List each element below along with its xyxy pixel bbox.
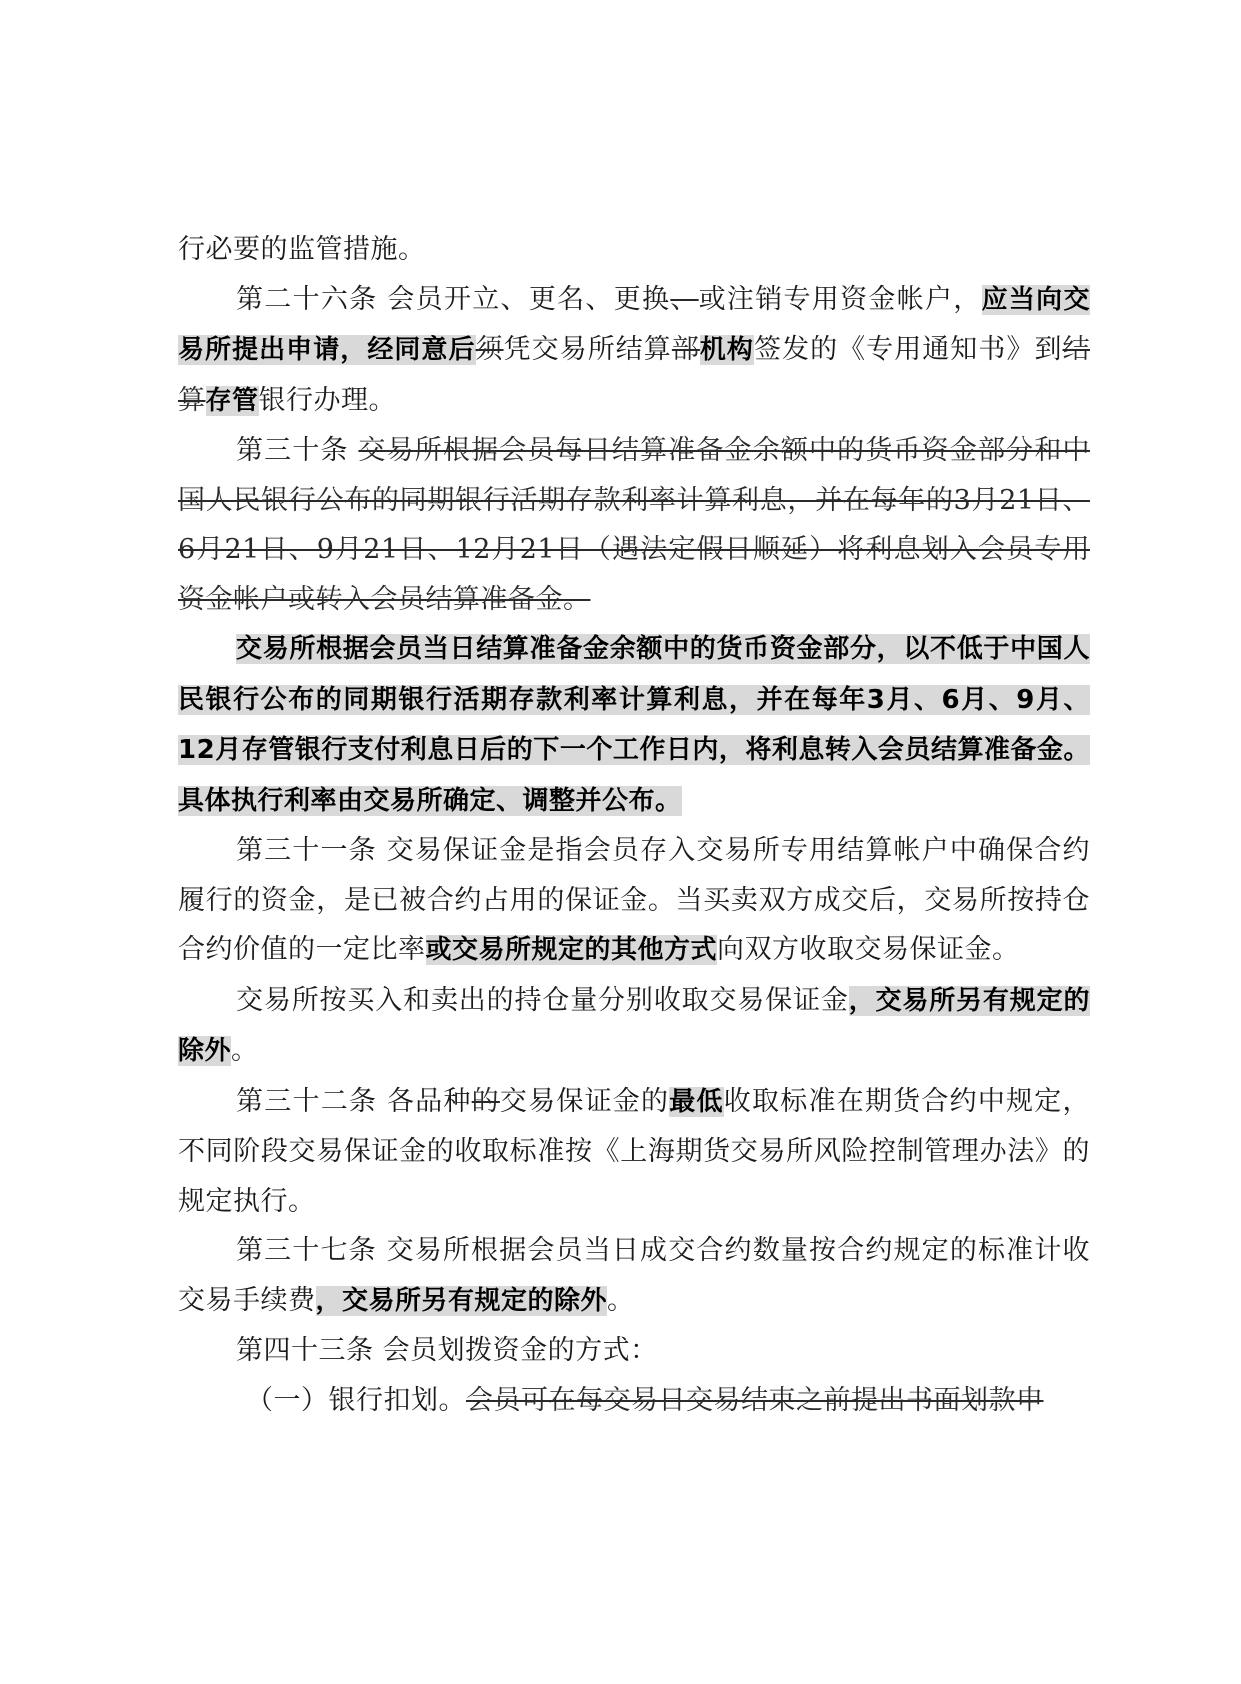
text-segment: 第四十三条 会员划拨资金的方式： xyxy=(236,1335,658,1366)
deleted-text: 须 xyxy=(475,334,504,365)
text-segment: （一）银行扣划。 xyxy=(246,1384,466,1416)
deleted-text: 、 xyxy=(670,283,699,315)
paragraph xyxy=(178,1376,1090,1426)
paragraph xyxy=(178,275,1090,427)
paragraph xyxy=(178,1226,1090,1326)
inserted-text: 应当向交易所提出申请，经同意后 xyxy=(178,284,1090,365)
text-segment: 或注销专用资金帐户， xyxy=(698,283,982,315)
paragraph xyxy=(178,1077,1090,1227)
paragraph xyxy=(178,624,1090,826)
inserted-text: 或交易所规定的其他方式 xyxy=(425,935,718,965)
paragraph xyxy=(178,976,1090,1077)
text-segment: 向双方收取交易保证金。 xyxy=(717,934,1020,965)
inserted-text: 机构 xyxy=(699,335,754,365)
text-segment: 银行办理。 xyxy=(258,384,397,416)
inserted-text: 交易所根据会员当日结算准备金余额中的货币资金部分，以不低于中国人民银行公布的同期银行活期存款利率计算利息，并在每年3月、6月、9月、12月存管银行支付利息日后的下一个工作日内，将利息转入会员结算准备金。具体执行利率由交易所确定、调整并公布。 xyxy=(178,634,1090,816)
inserted-text: ，交易所另有规定的除外 xyxy=(178,985,1090,1066)
text-segment: 第三十一条 交易保证金是指会员存入交易所专用结算帐户中确保合约履行的资金，是已被合约占用的保证金。当买卖双方成交后，交易所按持仓合约价值的一定比率 xyxy=(178,835,1090,965)
deleted-text: 结算 xyxy=(178,334,1090,416)
text-segment: 收取标准在期货合约中规定，不同阶段交易保证金的收取标准按《上海期货交易所风险控制管理办法》的规定执行。 xyxy=(178,1085,1091,1217)
text-segment: 第三十七条 交易所根据会员当日成交合约数量按合约规定的标准计收交易手续费 xyxy=(178,1235,1090,1316)
inserted-text: ，交易所另有规定的除外 xyxy=(315,1285,608,1316)
text-segment: 交易所按买入和卖出的持仓量分别收取交易保证金 xyxy=(236,984,849,1016)
text-segment: 交易保证金的 xyxy=(499,1085,670,1117)
text-segment: 第三十条 xyxy=(236,435,359,466)
text-segment: 第二十六条 会员开立、更名、更换 xyxy=(236,283,671,315)
text-segment: 第三十二条 各品种 xyxy=(236,1085,472,1117)
inserted-text: 最低 xyxy=(669,1086,724,1117)
text-segment: 。 xyxy=(231,1035,259,1066)
document-body xyxy=(178,225,1090,1425)
deleted-text: 的 xyxy=(471,1085,500,1117)
deleted-text: 交易所根据会员每日结算准备金余额中的货币资金部分和中国人民银行公布的同期银行活期存款利率计算利息，并在每年的3月21日、6月21日、9月21日、12月21日（遇法定假日顺延）将利息划入会员专用资金帐户或转入会员结算准备金。 xyxy=(178,435,1090,615)
deleted-text: 会员可在每交易日交易结束之前提出书面划款申 xyxy=(466,1384,1044,1416)
paragraph xyxy=(178,1326,1090,1376)
text-segment: 。 xyxy=(607,1284,635,1316)
text-segment: 签发的《专用通知书》到 xyxy=(753,334,1063,365)
paragraph xyxy=(178,225,1090,275)
inserted-text: 存管 xyxy=(205,385,259,416)
deleted-text: 部 xyxy=(671,334,700,365)
paragraph xyxy=(178,826,1090,976)
paragraph xyxy=(178,426,1090,624)
text-segment: 凭交易所结算 xyxy=(503,334,672,365)
text-segment: 行必要的监管措施。 xyxy=(178,234,426,265)
